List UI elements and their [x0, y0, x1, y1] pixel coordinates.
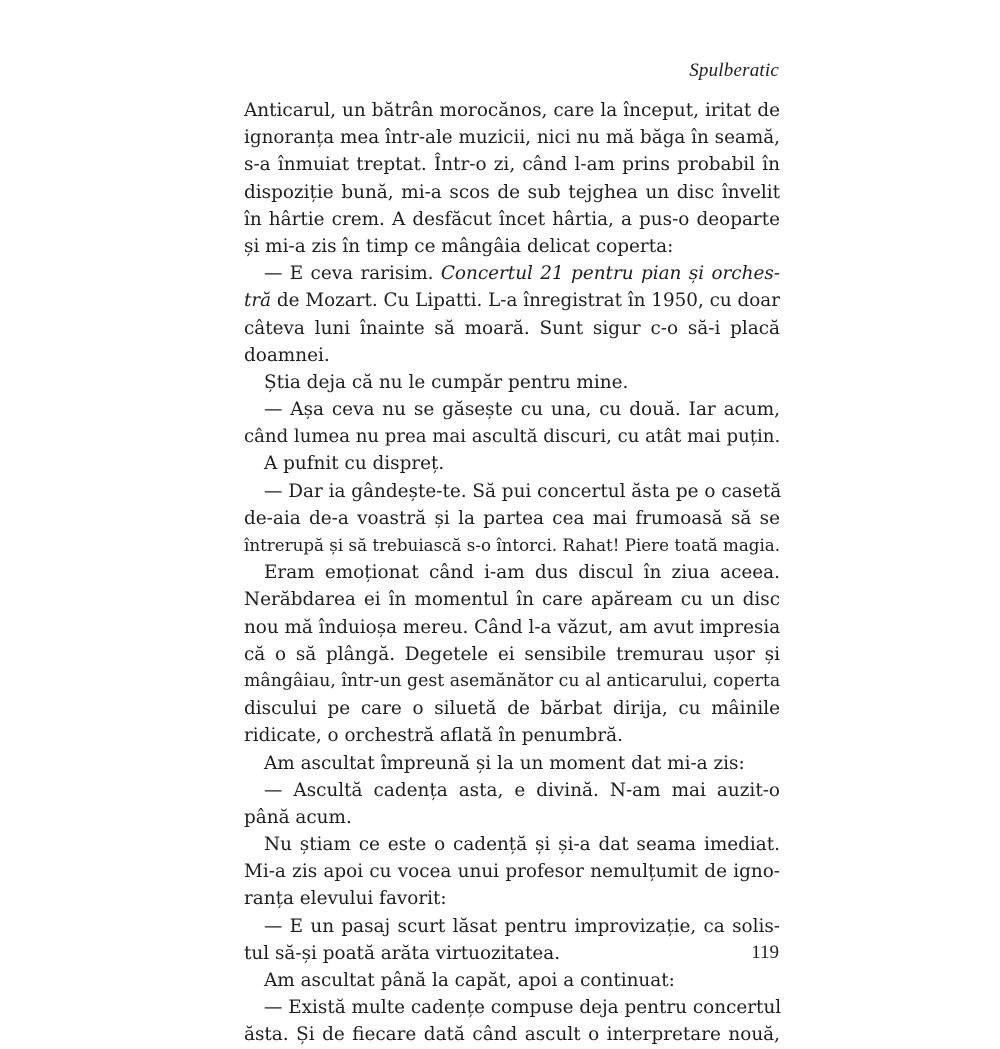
text-line: discului pe care o siluetă de bărbat dirija, cu mâinile [244, 698, 780, 720]
text-line: doamnei. [244, 344, 330, 366]
text-line: tul să-și poată arăta virtuozitatea. [244, 942, 561, 964]
text-line: și mi-a zis în timp ce mângâia delicat coperta: [244, 235, 674, 257]
text-line: — Așa ceva nu se găsește cu una, cu două. Iar acum, [264, 399, 780, 421]
text-line: de-aia de-a voastră și la partea cea mai frumoasă să se [244, 507, 780, 529]
text-line: că o să plângă. Degetele ei sensibile tremurau ușor și [244, 643, 780, 665]
text-line [244, 287, 780, 314]
text-line: dispoziție bună, mi-a scos de sub tejghea un disc învelit [244, 181, 780, 203]
text-line: Eram emoționat când i-am dus discul în ziua aceea. [264, 562, 780, 584]
italic-title-segment: Concertul 21 pentru pian și orches- [440, 263, 780, 285]
text-segment: — E ceva rarisim. [264, 263, 441, 285]
text-line: câteva luni înainte să moară. Sunt sigur c-o să-i placă [244, 317, 780, 339]
text-line: până acum. [244, 806, 352, 828]
running-head-title: Spulberatic [689, 60, 779, 81]
text-line: în hârtie crem. A desfăcut încet hârtia, a pus-o deoparte [244, 208, 780, 230]
text-line: mângâiau, într-un gest asemănător cu al anticarului, coperta [244, 670, 781, 691]
text-line: — Dar ia gândește-te. Să pui concertul ăsta pe o casetă [264, 480, 782, 502]
text-line: ignoranța mea într-ale muzicii, nici nu mă băga în seamă, [244, 127, 780, 149]
text-line: — Există multe cadențe compuse deja pentru concertul [264, 997, 782, 1019]
text-line: Nerăbdarea ei în momentul în care apăream cu un disc [244, 589, 780, 611]
text-line: Știa deja că nu le cumpăr pentru mine. [264, 371, 629, 393]
text-line: Anticarul, un bătrân morocănos, care la început, iritat de [244, 100, 780, 121]
text-line: ranța elevului favorit: [244, 888, 447, 910]
text-line: Am ascultat împreună și la un moment dat mi-a zis: [264, 752, 745, 774]
text-line: nou mă înduioșa mereu. Când l-a văzut, am avut impresia [244, 616, 781, 638]
text-line: — Ascultă cadența asta, e divină. N-am mai auzit-o [264, 779, 780, 801]
text-line: Am ascultat până la capăt, apoi a continuat: [264, 970, 675, 991]
text-line: ridicate, o orchestră aflată în penumbră. [244, 725, 623, 747]
text-line: întrerupă și să trebuiască s-o întorci. Rahat! Piere toată magia. [244, 536, 781, 555]
text-line: ăsta. Și de fiecare dată când ascult o interpretare nouă, [244, 1024, 780, 1046]
text-line: Nu știam ce este o cadență și și-a dat seama imediat. [264, 834, 780, 856]
text-line: A pufnit cu dispreț. [264, 453, 445, 475]
text-line: — E un pasaj scurt lăsat pentru improvizație, ca solis- [264, 915, 780, 937]
body-text [244, 97, 780, 1049]
text-line: s-a înmuiat treptat. Într-o zi, când l-am prins probabil în [244, 154, 780, 176]
page-number: 119 [751, 942, 779, 963]
text-segment: de Mozart. Cu Lipatti. L-a înregistrat în 1950, cu doar [271, 290, 780, 312]
text-line: când lumea nu prea mai ascultă discuri, cu atât mai puțin. [244, 426, 781, 448]
text-line: Mi-a zis apoi cu vocea unui profesor nemulțumit de igno- [244, 861, 780, 883]
italic-title-segment: tră [244, 290, 272, 312]
text-line [244, 260, 780, 287]
